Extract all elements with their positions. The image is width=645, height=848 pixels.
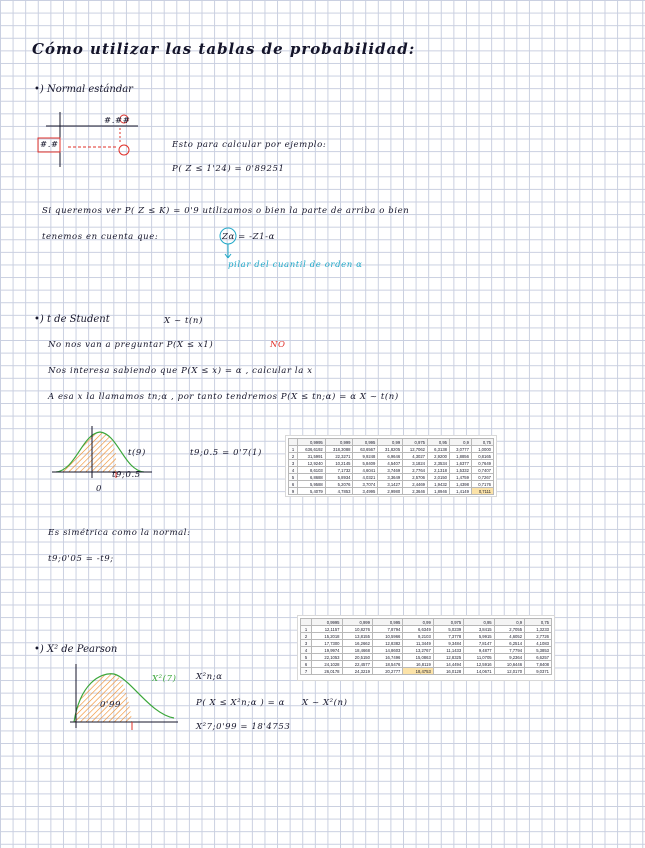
table-cell: 3 [289, 460, 298, 467]
table-cell: 9,9248 [353, 453, 378, 460]
table-cell: 0,7111 [471, 488, 493, 495]
table-cell: 12,5916 [464, 661, 494, 668]
table-cell: 0,7407 [471, 467, 493, 474]
table-cell: 4,3027 [403, 453, 428, 460]
student-line-1: No nos van a preguntar P(X ≤ x1) [48, 340, 214, 350]
chi-table-header-cell: 0,95 [464, 619, 494, 626]
table-cell: 63,6567 [353, 446, 378, 453]
table-cell: 2,9200 [428, 453, 450, 460]
chi-eq: P( X ≤ X²n;α ) = α [196, 698, 285, 708]
student-line-2: Nos interesa sabiendo que P(X ≤ x) = α , calcular la x [48, 366, 313, 376]
table-cell: 5,9588 [298, 481, 326, 488]
table-cell: 24,1028 [312, 661, 342, 668]
table-cell: 12,8382 [372, 640, 402, 647]
table-cell: 9,2364 [494, 654, 524, 661]
normal-example-intro: Esto para calcular por ejemplo: [172, 140, 327, 150]
table-row [289, 488, 494, 495]
student-t-table [286, 436, 496, 496]
table-cell: 15,0863 [403, 654, 433, 661]
chi-dist: X ~ X²(n) [302, 698, 348, 708]
table-cell: 2,7764 [403, 467, 428, 474]
chi-heading: •) X² de Pearson [34, 644, 118, 655]
table-cell: 1 [289, 446, 298, 453]
table-cell: 1,4759 [449, 474, 471, 481]
table-cell: 12,9240 [298, 460, 326, 467]
table-cell: 16,7496 [372, 654, 402, 661]
table-cell: 16,2662 [342, 640, 372, 647]
table-cell: 9,0371 [525, 668, 552, 675]
table-cell: 0,7176 [471, 481, 493, 488]
student-symmetry: Es simétrica como la normal: [48, 528, 191, 538]
table-cell: 15,2018 [312, 633, 342, 640]
normal-example-eq: P( Z ≤ 1'24) = 0'89251 [172, 164, 285, 174]
chi-table-header-cell: 0,975 [433, 619, 463, 626]
table-row [301, 661, 552, 668]
table-cell: 7,1732 [325, 467, 353, 474]
table-cell: 1,4149 [449, 488, 471, 495]
table-cell: 4,0321 [353, 474, 378, 481]
table-cell: 0,8165 [471, 453, 493, 460]
table-cell: 6,8688 [298, 474, 326, 481]
table-cell: 1,8946 [428, 488, 450, 495]
chi-table-header-cell: 0,99 [403, 619, 433, 626]
table-cell: 2,7055 [494, 626, 524, 633]
table-cell: 5,4079 [298, 488, 326, 495]
student-table-header-cell: 0,9 [449, 439, 471, 446]
table-cell: 10,6446 [494, 661, 524, 668]
chi-table-header-cell: 0,9995 [312, 619, 342, 626]
table-cell: 0,7649 [471, 460, 493, 467]
table-cell: 5,2076 [325, 481, 353, 488]
student-graph-area-label: t9;0.5 [112, 470, 141, 480]
table-cell: 10,2145 [325, 460, 353, 467]
table-cell: 16,8119 [403, 661, 433, 668]
table-cell: 22,1053 [312, 654, 342, 661]
table-cell: 0,7267 [471, 474, 493, 481]
table-cell: 2,0150 [428, 474, 450, 481]
student-eq: t9;0.5 = 0'7(1) [190, 448, 262, 458]
table-cell: 12,0170 [494, 668, 524, 675]
table-cell: 26,0178 [312, 668, 342, 675]
table-cell: 3,1427 [378, 481, 403, 488]
table-cell: 20,5150 [342, 654, 372, 661]
table-cell: 6,3138 [428, 446, 450, 453]
student-table-header-cell: 0,75 [471, 439, 493, 446]
table-cell: 3 [301, 640, 312, 647]
table-cell: 4 [301, 647, 312, 654]
table-cell: 4,6052 [494, 633, 524, 640]
normal-line-2-prefix: tenemos en cuenta que: [42, 232, 159, 242]
student-table-header-cell: 0,975 [403, 439, 428, 446]
student-table-header-cell [289, 439, 298, 446]
student-zero-label: 0 [96, 484, 103, 494]
table-row [301, 647, 552, 654]
table-row [301, 640, 552, 647]
table-cell: 14,8603 [372, 647, 402, 654]
table-cell: 31,5991 [298, 453, 326, 460]
table-cell: 14,0671 [464, 668, 494, 675]
normal-annotation: pilar del cuantil de orden α [228, 260, 363, 270]
table-cell: 6,6257 [525, 654, 552, 661]
table-cell: 10,8276 [342, 626, 372, 633]
table-row [289, 474, 494, 481]
student-line-3: A esa x la llamamos tn;α , por tanto tendremos P(X ≤ tn;α) = α X ~ t(n) [48, 392, 399, 402]
table-cell: 2,3534 [428, 460, 450, 467]
normal-heading: •) Normal estándar [34, 84, 133, 95]
table-cell: 1,6377 [449, 460, 471, 467]
student-heading: •) t de Student [34, 314, 110, 325]
table-cell: 3,3649 [378, 474, 403, 481]
table-row [289, 481, 494, 488]
chi-table-header-cell: 0,75 [525, 619, 552, 626]
table-cell: 2,7726 [525, 633, 552, 640]
table-cell: 7 [301, 668, 312, 675]
table-cell: 9,4877 [464, 647, 494, 654]
table-cell: 5,8409 [353, 460, 378, 467]
table-cell: 14,4494 [433, 661, 463, 668]
student-table-header-cell: 0,999 [325, 439, 353, 446]
table-cell: 5,0239 [433, 626, 463, 633]
table-cell: 24,3219 [342, 668, 372, 675]
student-symmetry-eq: t9;0'05 = -t9; [48, 554, 114, 564]
table-row [289, 446, 494, 453]
table-cell: 11,0705 [464, 654, 494, 661]
student-table-header-cell: 0,995 [353, 439, 378, 446]
table-cell: 4 [289, 467, 298, 474]
table-cell: 17,7300 [312, 640, 342, 647]
table-row [301, 633, 552, 640]
chi-table-header-cell [301, 619, 312, 626]
table-cell: 2,1318 [428, 467, 450, 474]
table-cell: 2 [301, 633, 312, 640]
table-cell: 7,7794 [494, 647, 524, 654]
table-cell: 20,2777 [372, 668, 402, 675]
table-row [289, 453, 494, 460]
table-cell: 6 [301, 661, 312, 668]
chi-area-label: 0'99 [100, 700, 121, 710]
table-cell: 22,4577 [342, 661, 372, 668]
student-table-header-cell: 0,9995 [298, 439, 326, 446]
table-cell: 13,8155 [342, 633, 372, 640]
table-cell: 10,5966 [372, 633, 402, 640]
table-cell: 12,7062 [403, 446, 428, 453]
table-cell: 6,6349 [403, 626, 433, 633]
table-cell: 11,3449 [403, 640, 433, 647]
table-cell: 22,3271 [325, 453, 353, 460]
table-cell: 3,7469 [378, 467, 403, 474]
table-cell: 11,1433 [433, 647, 463, 654]
chi-table-header-cell: 0,9 [494, 619, 524, 626]
chi-notation: X²n;α [196, 672, 223, 682]
chi-table-header-cell: 0,999 [342, 619, 372, 626]
table-row [301, 626, 552, 633]
student-table-header-cell: 0,95 [428, 439, 450, 446]
student-graph-label: t(9) [128, 448, 146, 458]
table-cell: 2,4469 [403, 481, 428, 488]
table-cell: 2,5706 [403, 474, 428, 481]
table-cell: 4,7853 [325, 488, 353, 495]
table-cell: 6,9646 [378, 453, 403, 460]
table-cell: 6 [289, 481, 298, 488]
table-cell: 3,1824 [403, 460, 428, 467]
student-table-header-cell: 0,99 [378, 439, 403, 446]
table-cell: 7,8408 [525, 661, 552, 668]
chi-table-header-cell: 0,995 [372, 619, 402, 626]
table-cell: 318,3088 [325, 446, 353, 453]
table-cell: 4,1083 [525, 640, 552, 647]
table-cell: 2 [289, 453, 298, 460]
table-cell: 1,3233 [525, 626, 552, 633]
table-cell: 1 [301, 626, 312, 633]
table-cell: 5,3853 [525, 647, 552, 654]
student-t-curve [52, 426, 162, 496]
table-cell: 2,3646 [403, 488, 428, 495]
table-cell: 18,4668 [342, 647, 372, 654]
table-cell: 5,8934 [325, 474, 353, 481]
table-cell: 5 [289, 474, 298, 481]
table-cell: 18,5476 [372, 661, 402, 668]
normal-line-2-eq: Zα = -Z1-α [222, 232, 275, 242]
table-row [289, 460, 494, 467]
chi-square-table [298, 616, 554, 680]
table-cell: 9,2103 [403, 633, 433, 640]
table-cell: 3,4995 [353, 488, 378, 495]
table-cell: 7,8147 [464, 640, 494, 647]
table-cell: 4,6041 [353, 467, 378, 474]
table-cell: 2,9980 [378, 488, 403, 495]
chi-graph-label: X²(7) [152, 674, 177, 684]
table-cell: 1,4398 [449, 481, 471, 488]
table-cell: 3,8415 [464, 626, 494, 633]
table-cell: 3,0777 [449, 446, 471, 453]
table-cell: 16,0128 [433, 668, 463, 675]
table-cell: 18,4753 [403, 668, 433, 675]
table-cell: 1,9432 [428, 481, 450, 488]
student-heading-dist: X ~ t(n) [164, 316, 203, 326]
table-row [301, 654, 552, 661]
table-cell: 31,8205 [378, 446, 403, 453]
table-cell: 636,6192 [298, 446, 326, 453]
table-cell: 13,2767 [403, 647, 433, 654]
table-cell: 19,9974 [312, 647, 342, 654]
chi-example: X²7;0'99 = 18'4753 [196, 722, 291, 732]
table-cell: 8,6103 [298, 467, 326, 474]
table-cell: 1,5332 [449, 467, 471, 474]
student-line-1-no: NO [270, 340, 286, 350]
table-cell: 7,8794 [372, 626, 402, 633]
table-cell: 7,3778 [433, 633, 463, 640]
table-cell: 6,2514 [494, 640, 524, 647]
table-cell: 1,0000 [471, 446, 493, 453]
table-cell: 1,8856 [449, 453, 471, 460]
table-cell: 3,7074 [353, 481, 378, 488]
normal-mark-left: #.# [40, 140, 59, 150]
table-row [301, 668, 552, 675]
table-row [289, 467, 494, 474]
table-cell: 9 [289, 488, 298, 495]
page-title: Cómo utilizar las tablas de probabilidad: [32, 40, 416, 58]
normal-mark-top: #.## [104, 116, 131, 126]
normal-line-1: Si queremos ver P( Z ≤ K) = 0'9 utilizamos o bien la parte de arriba o bien [42, 206, 410, 216]
table-cell: 12,8325 [433, 654, 463, 661]
table-cell: 12,1157 [312, 626, 342, 633]
table-cell: 5,9915 [464, 633, 494, 640]
table-cell: 9,3484 [433, 640, 463, 647]
table-cell: 4,5407 [378, 460, 403, 467]
table-cell: 5 [301, 654, 312, 661]
